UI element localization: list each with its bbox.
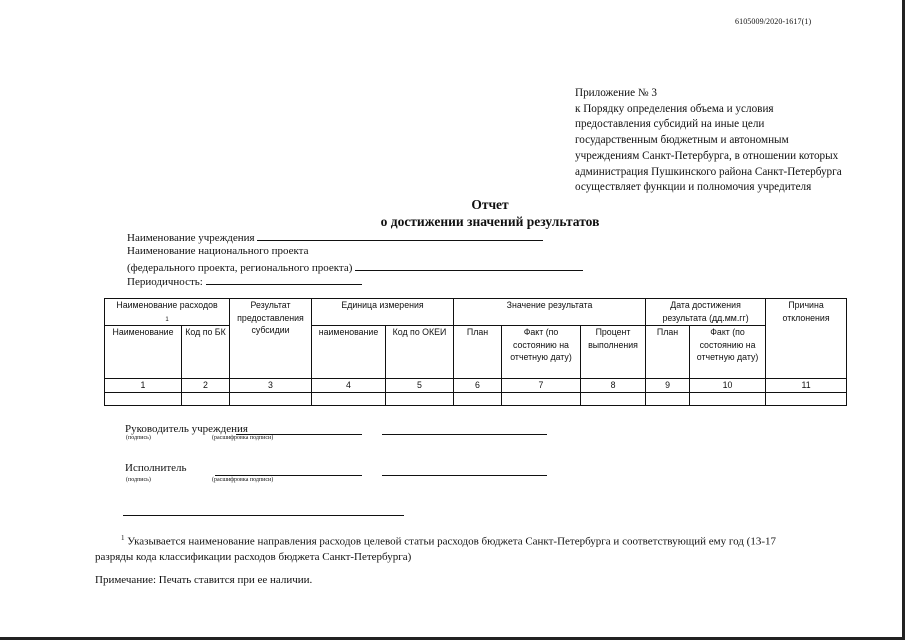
head-signature-label: Руководитель учреждения [125,423,248,435]
footnote-text: Указывается наименование направления расходов целевой статьи расходов бюджета Санкт-Петербурга и соответствующий ему год (13-17 разряды кода классификации расходов бюджета Санкт-Петербурга) [95,535,776,563]
col-number: 2 [182,379,230,393]
table-header-row [105,299,847,326]
subheader-plan: План [454,326,502,379]
periodicity-field [127,274,362,288]
header-expense: Наименование расходов 1 [105,299,230,326]
subheader-okei: Код по ОКЕИ [386,326,454,379]
appendix-line: администрация Пушкинского района Санкт-Петербурга [575,165,842,178]
executor-signature-label: Исполнитель [125,462,187,474]
header-result: Результат предоставления субсидии [230,299,312,379]
head-decode-caption: (расшифровка подписи) [212,435,274,441]
report-subtitle: о достижении значений результатов [380,214,600,229]
col-number: 7 [502,379,581,393]
seal-note: Примечание: Печать ставится при ее наличии. [95,574,313,586]
appendix-block [575,86,875,196]
project-line [355,260,583,271]
empty-cell [105,392,182,405]
table-subheader-row [105,326,847,379]
header-expense-sup: 1 [165,316,169,323]
institution-label: Наименование учреждения [127,232,255,244]
col-number: 1 [105,379,182,393]
subheader-unit-name: наименование [312,326,386,379]
results-table [104,298,847,406]
col-number: 4 [312,379,386,393]
header-value: Значение результата [454,299,646,326]
head-sign-caption: (подпись) [126,435,151,441]
col-number: 8 [581,379,646,393]
executor-decode-caption: (расшифровка подписи) [212,477,274,483]
report-title: Отчет [471,197,509,212]
empty-cell [690,392,766,405]
header-reason: Причина отклонения [766,299,847,379]
subheader-code-bk: Код по БК [182,326,230,379]
empty-cell [646,392,690,405]
subheader-plan-date: План [646,326,690,379]
appendix-line: учреждениям Санкт-Петербурга, в отношении которых [575,149,839,162]
header-unit: Единица измерения [312,299,454,326]
project-label-line2: (федерального проекта, регионального проекта) [127,262,353,274]
empty-cell [182,392,230,405]
empty-cell [454,392,502,405]
header-date: Дата достижения результата (дд.мм.гг) [646,299,766,326]
empty-cell [386,392,454,405]
periodicity-label: Периодичность: [127,276,203,288]
col-number: 10 [690,379,766,393]
appendix-line: к Порядку определения объема и условия [575,102,774,115]
subheader-fact: Факт (по состоянию на отчетную дату) [502,326,581,379]
appendix-line: Приложение № 3 [575,87,657,99]
empty-cell [766,392,847,405]
subheader-percent: Процент выполнения [581,326,646,379]
periodicity-line [206,274,362,285]
empty-cell [230,392,312,405]
col-number: 3 [230,379,312,393]
empty-cell [581,392,646,405]
executor-sign-caption: (подпись) [126,477,151,483]
executor-sign-line [215,475,362,476]
table-empty-row [105,392,847,405]
footnote-separator [123,515,404,516]
document-id: 6105009/2020-1617(1) [735,17,812,26]
footnote [95,531,815,565]
subheader-fact-date: Факт (по состоянию на отчетную дату) [690,326,766,379]
empty-cell [312,392,386,405]
head-decode-line [382,434,547,435]
footnote-marker: 1 [121,534,125,542]
appendix-line: осуществляет функции и полномочия учредителя [575,181,812,194]
project-field [127,260,583,274]
table-number-row [105,379,847,393]
col-number: 9 [646,379,690,393]
col-number: 5 [386,379,454,393]
appendix-line: предоставления субсидий на иные цели [575,118,765,131]
institution-field [127,230,543,244]
empty-cell [502,392,581,405]
project-label-line1: Наименование национального проекта [127,245,309,257]
col-number: 11 [766,379,847,393]
executor-decode-line [382,475,547,476]
appendix-line: государственным бюджетным и автономным [575,134,789,147]
institution-line [257,230,543,241]
subheader-name: Наименование [105,326,182,379]
col-number: 6 [454,379,502,393]
